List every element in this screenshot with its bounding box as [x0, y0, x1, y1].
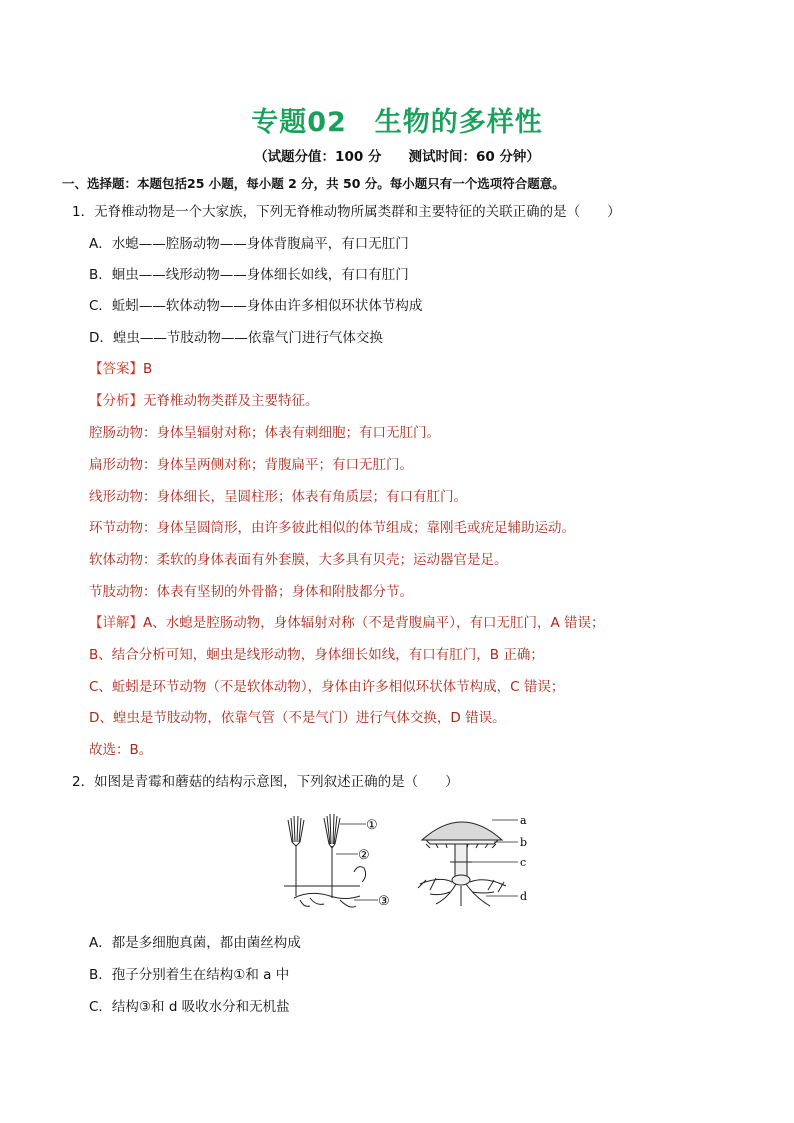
- q1-option-d: D．蝗虫——节肢动物——依靠气门进行气体交换: [89, 330, 383, 346]
- analysis-line: 节肢动物：体表有坚韧的外骨骼；身体和附肢都分节。: [89, 584, 413, 600]
- q1-detail: [89, 614, 605, 632]
- analysis-line: 线形动物：身体细长，呈圆柱形；体表有角质层；有口有肛门。: [89, 489, 467, 505]
- detail-line: B、结合分析可知，蛔虫是线形动物，身体细长如线，有口有肛门，B 正确；: [89, 647, 544, 663]
- detail-line: C、蚯蚓是环节动物（不是软体动物），身体由许多相似环状体节构成，C 错误；: [89, 679, 565, 695]
- analysis-line: 扁形动物：身体呈两侧对称；背腹扁平；有口无肛门。: [89, 457, 413, 473]
- penicillium-leader-lines: [336, 824, 378, 900]
- penicillium-drawing: [284, 814, 366, 907]
- mushroom-drawing: [418, 822, 506, 906]
- analysis-line: 软体动物：柔软的身体表面有外套膜，大多具有贝壳；运动器官是足。: [89, 552, 508, 568]
- question-1-stem: 1．无脊椎动物是一个大家族，下列无脊椎动物所属类群和主要特征的关联正确的是（ ）: [72, 204, 621, 220]
- q1-option-c: C．蚯蚓——软体动物——身体由许多相似环状体节构成: [89, 298, 423, 314]
- q1-answer: [89, 360, 152, 378]
- q1-analysis: [89, 392, 319, 410]
- label-circled-2: ②: [358, 848, 370, 863]
- label-a: a: [520, 814, 527, 827]
- label-circled-1: ①: [366, 818, 378, 833]
- label-b: b: [520, 836, 528, 849]
- label-circled-3: ③: [378, 894, 390, 909]
- analysis-line: 腔肠动物：身体呈辐射对称；体表有刺细胞；有口无肛门。: [89, 425, 440, 441]
- label-d: d: [520, 890, 528, 903]
- q1-option-b: B．蛔虫——线形动物——身体细长如线，有口有肛门: [89, 267, 409, 283]
- detail-tag: 【详解】: [89, 615, 143, 631]
- answer-tag: 【答案】: [89, 361, 143, 377]
- q2-option-c: C．结构③和 d 吸收水分和无机盐: [89, 999, 290, 1015]
- question-2-stem: 2．如图是青霉和蘑菇的结构示意图，下列叙述正确的是（ ）: [72, 774, 459, 790]
- label-c: c: [520, 856, 527, 869]
- q2-option-a: A．都是多细胞真菌，都由菌丝构成: [89, 935, 301, 951]
- exam-info: （试题分值：100 分 测试时间：60 分钟）: [254, 149, 540, 165]
- section-heading: 一、选择题：本题包括25 小题，每小题 2 分，共 50 分。每小题只有一个选项符合题意。: [62, 176, 565, 191]
- analysis-line: 环节动物：身体呈圆筒形，由许多彼此相似的体节组成；靠刚毛或疣足辅助运动。: [89, 520, 575, 536]
- analysis-tag: 【分析】: [89, 393, 143, 409]
- detail-conclusion: 故选：B。: [89, 742, 153, 758]
- detail-line: D、蝗虫是节肢动物，依靠气管（不是气门）进行气体交换，D 错误。: [89, 710, 506, 726]
- analysis-text: 无脊椎动物类群及主要特征。: [143, 393, 319, 409]
- q2-option-b: B．孢子分别着生在结构①和 a 中: [89, 967, 290, 983]
- q1-option-a: A．水螅——腔肠动物——身体背腹扁平，有口无肛门: [89, 236, 409, 252]
- page-title: 专题02 生物的多样性: [251, 107, 543, 138]
- answer-value: B: [143, 361, 153, 377]
- penicillium-mushroom-diagram: [280, 806, 540, 910]
- detail-line: A、水螅是腔肠动物，身体辐射对称（不是背腹扁平），有口无肛门，A 错误；: [143, 615, 605, 631]
